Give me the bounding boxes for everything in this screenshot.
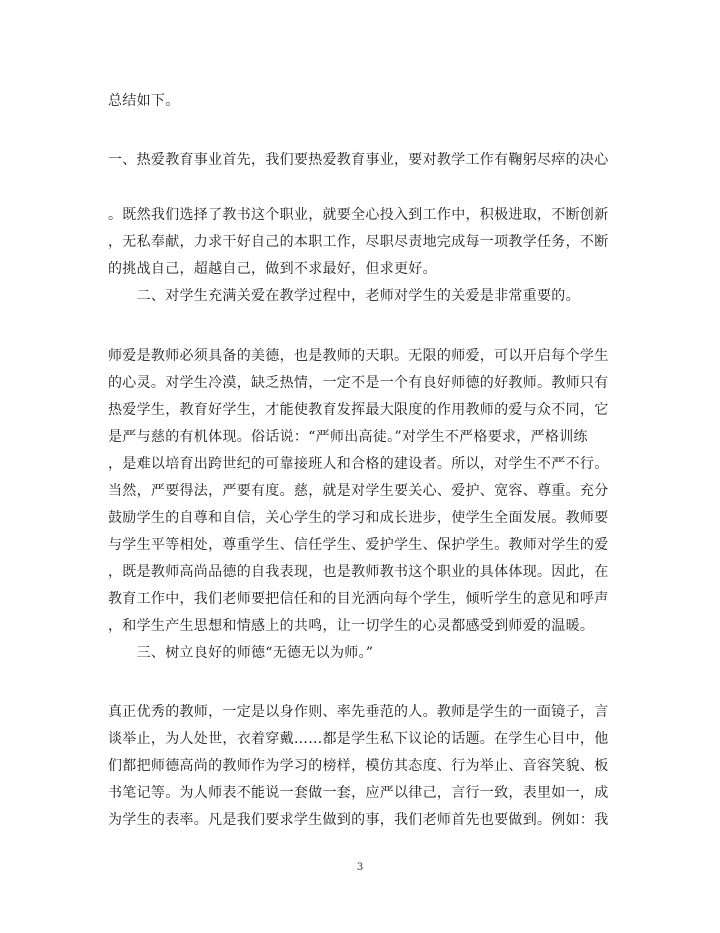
text-line: ，是难以培育出跨世纪的可靠接班人和合格的建设者。所以，对学生不严不行。 <box>108 456 609 472</box>
text-line: ，和学生产生思想和情感上的共鸣，让一切学生的心灵都感受到师爱的温暖。 <box>108 618 595 634</box>
text-line: 教育工作中，我们老师要把信任和的目光洒向每个学生，倾听学生的意见和呼声 <box>108 591 609 607</box>
text-line: 们都把师德高尚的教师作为学习的榜样，模仿其态度、行为举止、音容笑貌、板 <box>108 758 609 774</box>
text-line: ，既是教师高尚品德的自我表现，也是教师教书这个职业的具体体现。因此，在 <box>108 564 609 580</box>
text-line: 真正优秀的教师，一定是以身作则、率先垂范的人。教师是学生的一面镜子，言 <box>108 704 609 720</box>
text-line: 师爱是教师必须具备的美德，也是教师的天职。无限的师爱，可以开启每个学生 <box>108 348 609 364</box>
text-line: 的挑战自己，超越自己，做到不求最好，但求更好。 <box>108 261 437 277</box>
text-line: 二、对学生充满关爱在教学过程中，老师对学生的关爱是非常重要的。 <box>108 288 580 304</box>
text-line: 与学生平等相处，尊重学生、信任学生、爱护学生、保护学生。教师对学生的爱 <box>108 537 609 553</box>
text-line: 的心灵。对学生冷漠，缺乏热情，一定不是一个有良好师德的好教师。教师只有 <box>108 375 609 391</box>
text-line: ，无私奉献，力求干好自己的本职工作，尽职尽责地完成每一项教学任务，不断 <box>108 234 609 250</box>
text-line: 热爱学生，教育好学生，才能使教育发挥最大限度的作用教师的爱与众不同，它 <box>108 402 609 418</box>
text-line: 总结如下。 <box>108 93 180 109</box>
page-number: 3 <box>356 862 364 873</box>
text-line: 书笔记等。为人师表不能说一套做一套，应严以律己，言行一致，表里如一，成 <box>108 785 609 801</box>
text-line: 是严与慈的有机体现。俗话说：“严师出高徒。”对学生不严格要求，严格训练 <box>108 429 588 445</box>
text-line: 谈举止，为人处世，衣着穿戴……都是学生私下议论的话题。在学生心目中，他 <box>108 731 609 747</box>
text-line: 当然，严要得法，严要有度。慈，就是对学生要关心、爱护、宽容、尊重。充分 <box>108 483 609 499</box>
text-line: 一、热爱教育事业首先，我们要热爱教育事业，要对教学工作有鞠躬尽瘁的决心 <box>108 152 609 168</box>
text-line: 。既然我们选择了教书这个职业，就要全心投入到工作中，积极进取，不断创新 <box>108 207 609 223</box>
text-line: 三、树立良好的师德“无德无以为师。” <box>108 645 374 661</box>
text-line: 为学生的表率。凡是我们要求学生做到的事，我们老师首先也要做到。例如：我 <box>108 812 609 828</box>
text-line: 鼓励学生的自尊和自信，关心学生的学习和成长进步，使学生全面发展。教师要 <box>108 510 609 526</box>
